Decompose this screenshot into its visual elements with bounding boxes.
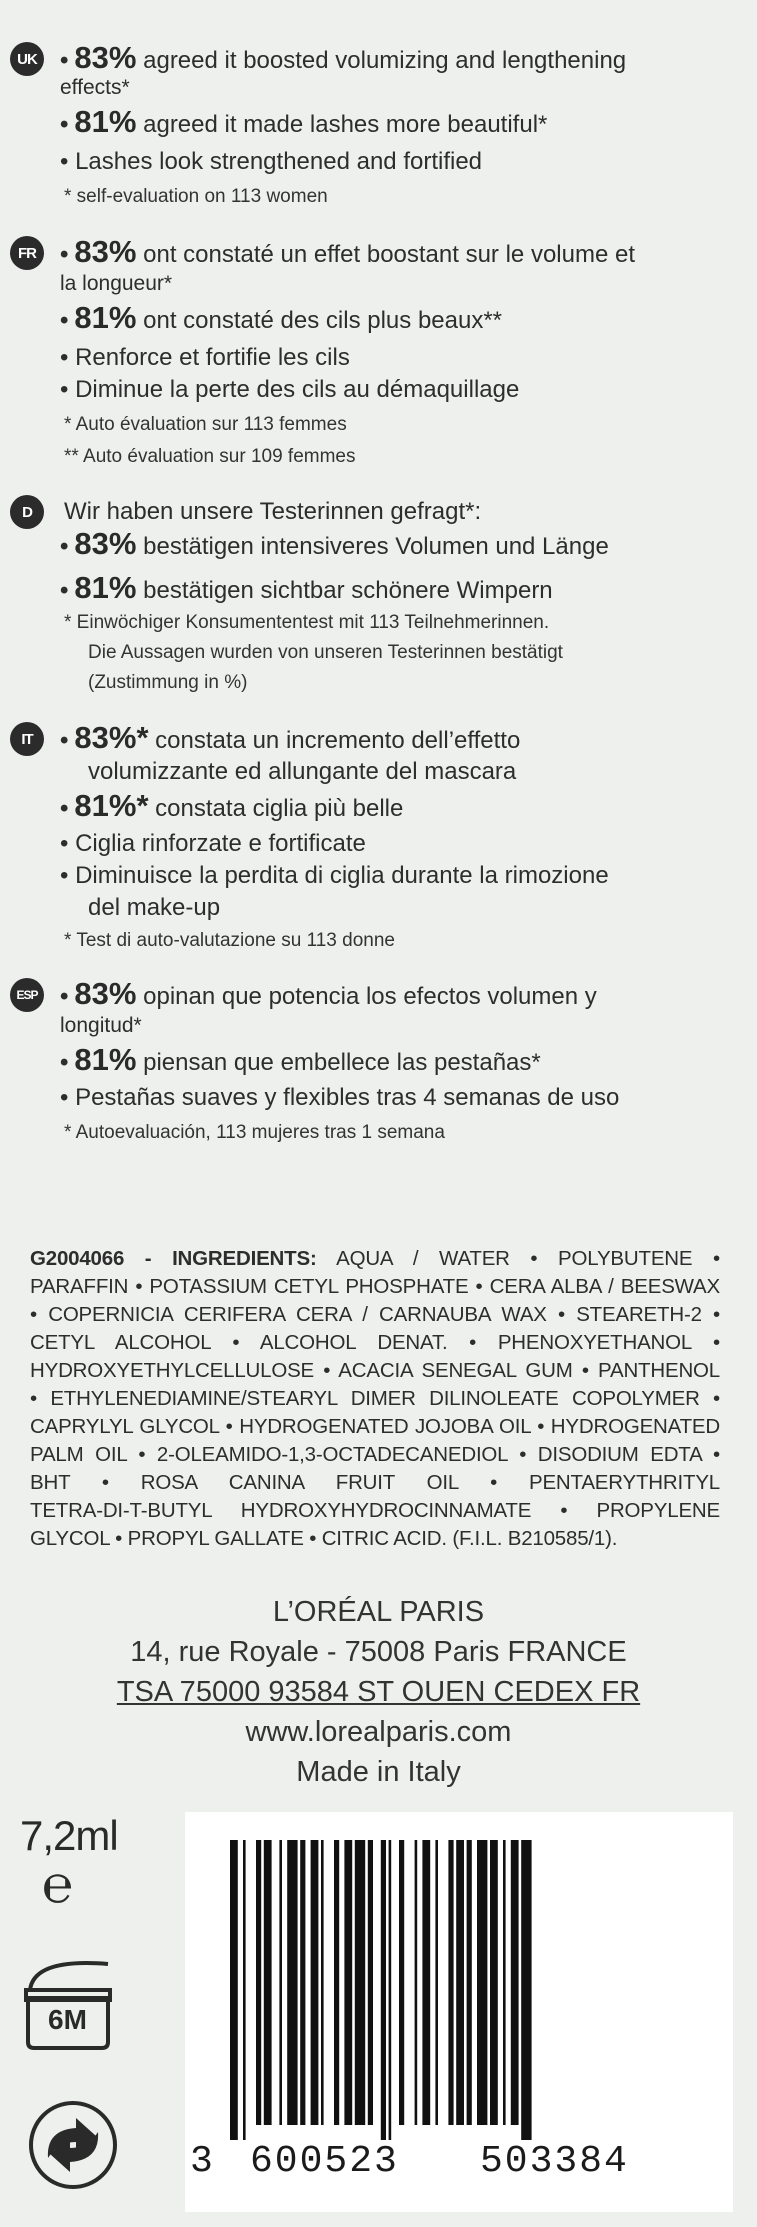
barcode-bar bbox=[355, 1840, 365, 2125]
es-note-1: * Autoevaluación, 113 mujeres tras 1 semana bbox=[64, 1122, 445, 1143]
brand-name: L’ORÉAL PARIS bbox=[272, 1596, 485, 1628]
barcode-bar bbox=[334, 1840, 339, 2125]
uk-line-2: • 81% agreed it made lashes more beautiful* bbox=[60, 104, 548, 139]
fr-line-2: • 81% ont constaté des cils plus beaux** bbox=[60, 300, 503, 335]
barcode-bar bbox=[448, 1840, 453, 2125]
ingredients-row: • ETHYLENEDIAMINE/STEARYL DIMER DILINOLEATE COPOLYMER • bbox=[30, 1387, 720, 1410]
barcode-bar bbox=[456, 1840, 464, 2125]
uk-line-1b: effects* bbox=[60, 76, 130, 99]
fr-line-4: • Diminue la perte des cils au démaquillage bbox=[60, 376, 520, 403]
barcode-bar bbox=[256, 1840, 261, 2125]
it-line-4: • Diminuisce la perdita di ciglia durante la rimozione bbox=[60, 862, 609, 889]
ingredients-row: BHT • ROSA CANINA FRUIT OIL • PENTAERYTHRITYL bbox=[30, 1471, 720, 1494]
it-line-1b: volumizzante ed allungante del mascara bbox=[88, 758, 517, 785]
de-line-1: • 83% bestätigen intensiveres Volumen und Länge bbox=[60, 526, 609, 561]
es-badge: ESP bbox=[10, 978, 44, 1012]
ingredients-row: CAPRYLYL GLYCOL • HYDROGENATED JOJOBA OIL • HYDROGENATED bbox=[30, 1415, 720, 1438]
barcode-bar bbox=[287, 1840, 297, 2125]
ingredients-row: PALM OIL • 2-OLEAMIDO-1,3-OCTADECANEDIOL • DISODIUM EDTA • bbox=[30, 1443, 720, 1466]
de-note-2: Die Aussagen wurden von unseren Testerinnen bestätigt bbox=[88, 642, 563, 663]
street-address: 14, rue Royale - 75008 Paris FRANCE bbox=[130, 1636, 627, 1668]
fr-line-1b: la longueur* bbox=[60, 272, 173, 295]
de-badge: D bbox=[10, 495, 44, 529]
ingredients-row: GLYCOL • PROPYL GALLATE • CITRIC ACID. (F.I.L. B210585/1). bbox=[30, 1527, 618, 1550]
it-line-4b: del make-up bbox=[88, 894, 221, 921]
recycle-arrow-icon bbox=[28, 2100, 118, 2190]
barcode-bar bbox=[321, 1840, 324, 2125]
fr-badge: FR bbox=[10, 236, 44, 270]
pao-label: 6M bbox=[48, 2004, 87, 2035]
ingredients-row-0: G2004066 - INGREDIENTS: AQUA / WATER • POLYBUTENE • bbox=[30, 1247, 720, 1270]
es-line-1: • 83% opinan que potencia los efectos volumen y bbox=[60, 976, 597, 1011]
barcode-digits-right: 503384 bbox=[480, 2140, 629, 2183]
barcode-icon bbox=[230, 1840, 700, 2140]
fr-note-2: ** Auto évaluation sur 109 femmes bbox=[64, 446, 356, 467]
it-line-2: • 81%* constata ciglia più belle bbox=[60, 788, 404, 823]
uk-line-1: • 83% agreed it boosted volumizing and lengthening bbox=[60, 40, 627, 75]
barcode-bar bbox=[399, 1840, 404, 2125]
de-note-3: (Zustimmung in %) bbox=[88, 672, 248, 693]
barcode-bar bbox=[389, 1840, 392, 2140]
de-intro: Wir haben unsere Testerinnen gefragt*: bbox=[64, 498, 482, 525]
barcode-bar bbox=[300, 1840, 305, 2125]
barcode-bar bbox=[230, 1840, 238, 2140]
barcode-bar bbox=[477, 1840, 487, 2125]
barcode-bar bbox=[415, 1840, 418, 2125]
fr-note-1: * Auto évaluation sur 113 femmes bbox=[64, 414, 347, 435]
fr-line-1: • 83% ont constaté un effet boostant sur le volume et bbox=[60, 234, 635, 269]
volume: 7,2ml bbox=[20, 1812, 118, 1859]
de-note-1: * Einwöchiger Konsumententest mit 113 Teilnehmerinnen. bbox=[64, 612, 550, 633]
barcode-bar bbox=[279, 1840, 282, 2125]
it-line-1: • 83%* constata un incremento dell’effetto bbox=[60, 720, 521, 755]
barcode-bar bbox=[467, 1840, 472, 2125]
barcode-bar bbox=[243, 1840, 246, 2140]
barcode-bar bbox=[344, 1840, 352, 2125]
it-badge: IT bbox=[10, 722, 44, 756]
barcode-digits-left: 600523 bbox=[250, 2140, 399, 2183]
tsa-address: TSA 75000 93584 ST OUEN CEDEX FR bbox=[116, 1676, 641, 1708]
ingredients-row: HYDROXYETHYLCELLULOSE • ACACIA SENEGAL GUM • PANTHENOL bbox=[30, 1359, 720, 1382]
it-note-1: * Test di auto-valutazione su 113 donne bbox=[64, 930, 395, 951]
es-line-1b: longitud* bbox=[60, 1014, 142, 1037]
ingredients-label: G2004066 - INGREDIENTS: bbox=[30, 1247, 317, 1270]
barcode-bar bbox=[422, 1840, 430, 2125]
ingredients-block bbox=[30, 1245, 720, 1553]
ingredients-row: CETYL ALCOHOL • ALCOHOL DENAT. • PHENOXYETHANOL • bbox=[30, 1331, 720, 1354]
es-line-3: • Pestañas suaves y flexibles tras 4 semanas de uso bbox=[60, 1084, 620, 1111]
uk-line-3: • Lashes look strengthened and fortified bbox=[60, 148, 483, 175]
fr-line-3: • Renforce et fortifie les cils bbox=[60, 344, 350, 371]
pao-jar-icon bbox=[20, 1950, 115, 2050]
barcode-bar bbox=[511, 1840, 519, 2125]
ingredients-row: • COPERNICIA CERIFERA CERA / CARNAUBA WAX • STEARETH-2 • bbox=[30, 1303, 720, 1326]
barcode-bar bbox=[264, 1840, 272, 2125]
uk-note-1: * self-evaluation on 113 women bbox=[64, 186, 328, 207]
origin: Made in Italy bbox=[296, 1756, 461, 1788]
barcode-bar bbox=[490, 1840, 498, 2125]
estimated-sign-icon: ℮ bbox=[42, 1855, 74, 1915]
ingredients-row: TETRA-DI-T-BUTYL HYDROXYHYDROCINNAMATE • PROPYLENE bbox=[30, 1499, 720, 1522]
it-line-3: • Ciglia rinforzate e fortificate bbox=[60, 830, 366, 857]
barcode-bar bbox=[311, 1840, 319, 2125]
es-line-2: • 81% piensan que embellece las pestañas* bbox=[60, 1042, 541, 1077]
website: www.lorealparis.com bbox=[245, 1716, 512, 1748]
barcode-bar bbox=[521, 1840, 531, 2140]
barcode-bar bbox=[503, 1840, 506, 2125]
barcode-digit-first: 3 bbox=[190, 2140, 213, 2183]
barcode-bar bbox=[435, 1840, 438, 2125]
ingredients-row: PARAFFIN • POTASSIUM CETYL PHOSPHATE • CERA ALBA / BEESWAX bbox=[30, 1275, 720, 1298]
uk-badge: UK bbox=[10, 42, 44, 76]
barcode-bar bbox=[368, 1840, 373, 2125]
barcode-bar bbox=[381, 1840, 386, 2140]
de-line-2: • 81% bestätigen sichtbar schönere Wimpern bbox=[60, 570, 553, 605]
